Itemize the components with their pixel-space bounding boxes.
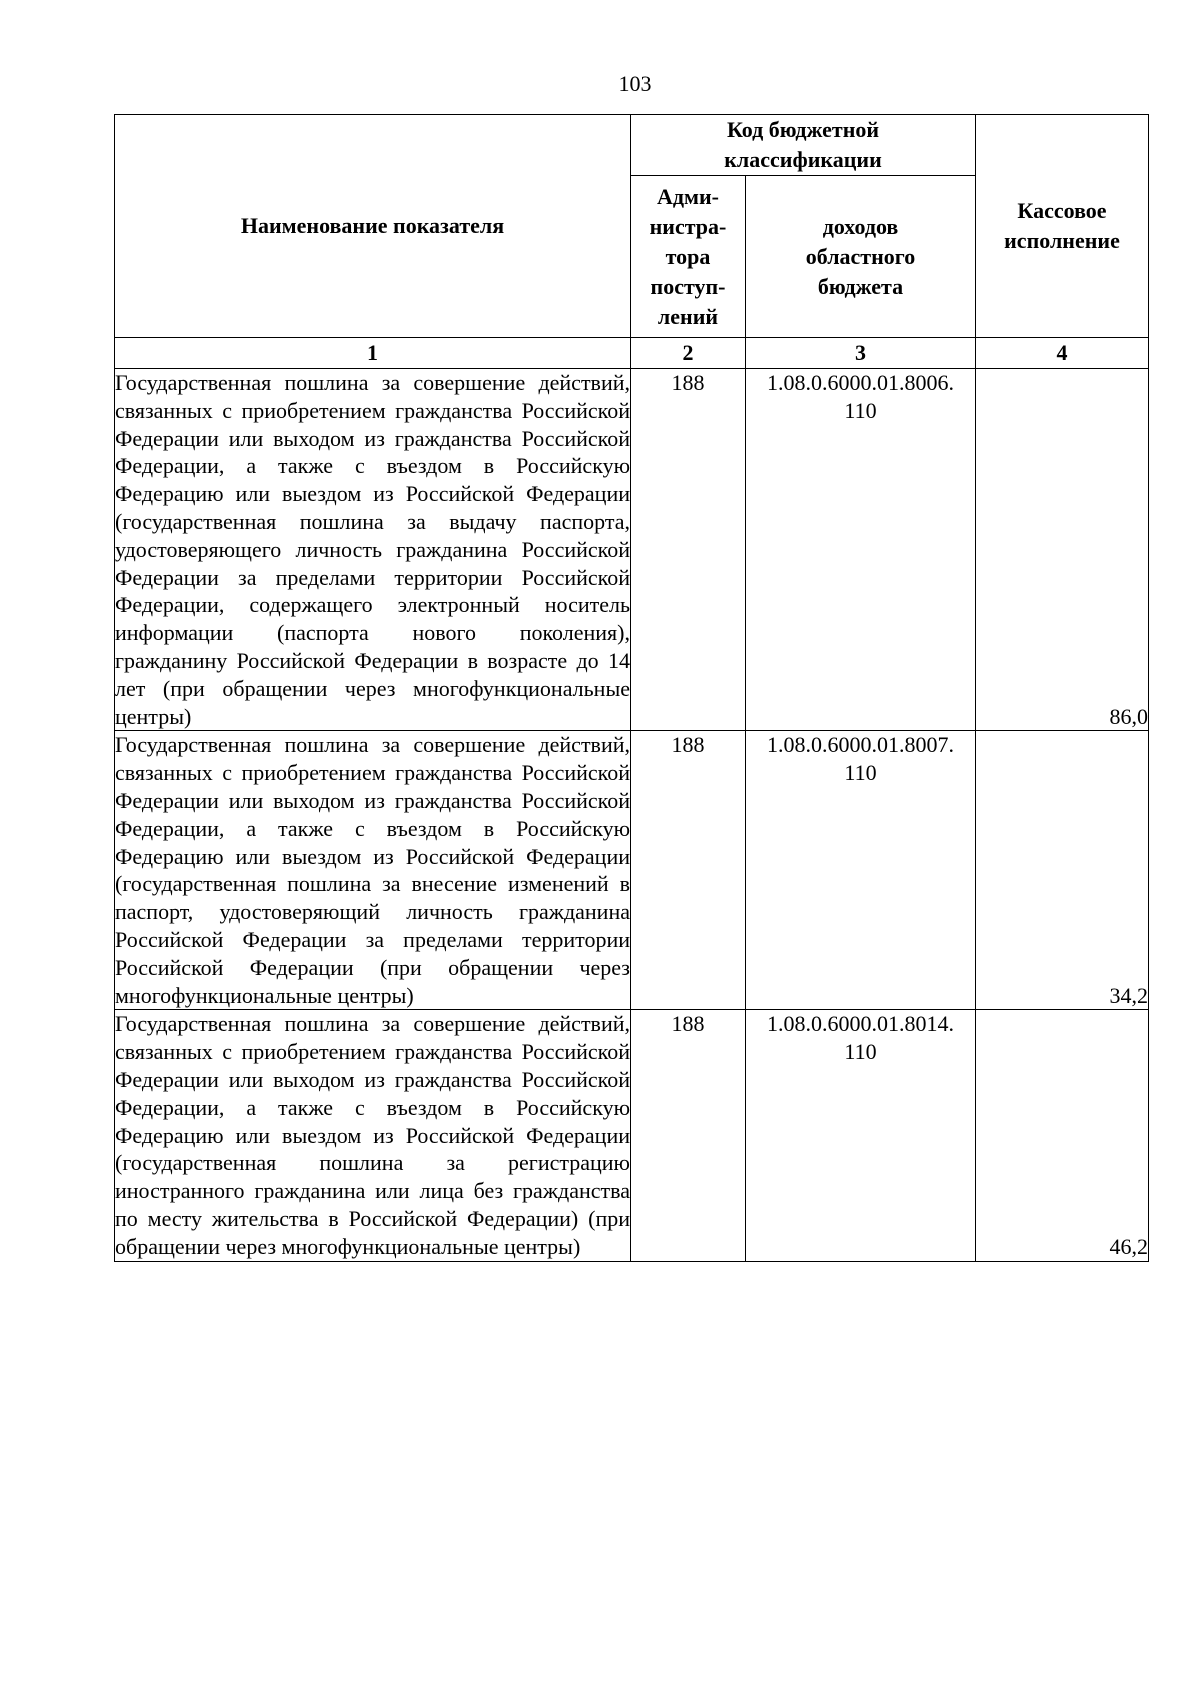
administrator-code-cell: 188 (631, 1010, 746, 1261)
header-execution: Кассовое исполнение (976, 115, 1149, 338)
execution-amount-cell: 46,2 (976, 1010, 1149, 1261)
indicator-name-cell: Государственная пошлина за совершение действий, связанных с приобретением гражданства Российской Федерации или выходом из гражданства Российской Федерации, а также с въездом в Российскую Федерацию или выездом из Российской Федерации (государственная пошлина за регистрацию иностранного гражданина или лица без гражданства по месту жительства в Российской Федерации) (при обращении через многофункциональные центры) (115, 1010, 631, 1261)
indicator-name-cell: Государственная пошлина за совершение действий, связанных с приобретением гражданства Российской Федерации или выходом из гражданства Российской Федерации, а также с въездом в Российскую Федерацию или выездом из Российской Федерации (государственная пошлина за внесение изменений в паспорт, удостоверяющий личность гражданина Российской Федерации за пределами территории Российской Федерации (при обращении через многофункциональные центры) (115, 731, 631, 1010)
revenue-code-cell (746, 1010, 976, 1261)
table-row (115, 1010, 1149, 1261)
revenue-code-line: 1.08.0.6000.01.8007. (767, 732, 954, 758)
budget-execution-table (114, 114, 1149, 1262)
administrator-code-cell: 188 (631, 731, 746, 1010)
revenue-code-line: 110 (844, 1039, 877, 1065)
revenue-code-cell (746, 731, 976, 1010)
column-number: 2 (631, 338, 746, 369)
execution-amount-cell: 34,2 (976, 731, 1149, 1010)
revenue-code-line: 110 (844, 397, 877, 423)
table-row (115, 369, 1149, 731)
table-row (115, 731, 1149, 1010)
page-number: 103 (618, 71, 652, 96)
header-revenue-code: доходов областного бюджета (746, 176, 976, 338)
revenue-code-line: 1.08.0.6000.01.8006. (767, 370, 954, 395)
column-number: 1 (115, 338, 631, 369)
revenue-code-line: 110 (844, 760, 877, 786)
column-number: 3 (746, 338, 976, 369)
header-administrator: Адми-нистра-тора поступ-лений (631, 176, 746, 338)
header-indicator-name: Наименование показателя (115, 115, 631, 338)
revenue-code-cell (746, 369, 976, 731)
revenue-code-line: 1.08.0.6000.01.8014. (767, 1011, 954, 1037)
column-number-row (115, 338, 1149, 369)
execution-amount-cell: 86,0 (976, 369, 1149, 731)
administrator-code-cell: 188 (631, 369, 746, 731)
column-number: 4 (976, 338, 1149, 369)
header-budget-code-group: Код бюджетной классификации (631, 115, 976, 176)
indicator-name-cell: Государственная пошлина за совершение действий, связанных с приобретением гражданства Российской Федерации или выходом из гражданства Российской Федерации, а также с въездом в Российскую Федерацию или выездом из Российской Федерации (государственная пошлина за выдачу паспорта, удостоверяющего личность гражданина Российской Федерации за пределами территории Российской Федерации, содержащего электронный носитель информации (паспорта нового поколения), гражданину Российской Федерации в возрасте до 14 лет (при обращении через многофункциональные центры) (115, 369, 631, 731)
